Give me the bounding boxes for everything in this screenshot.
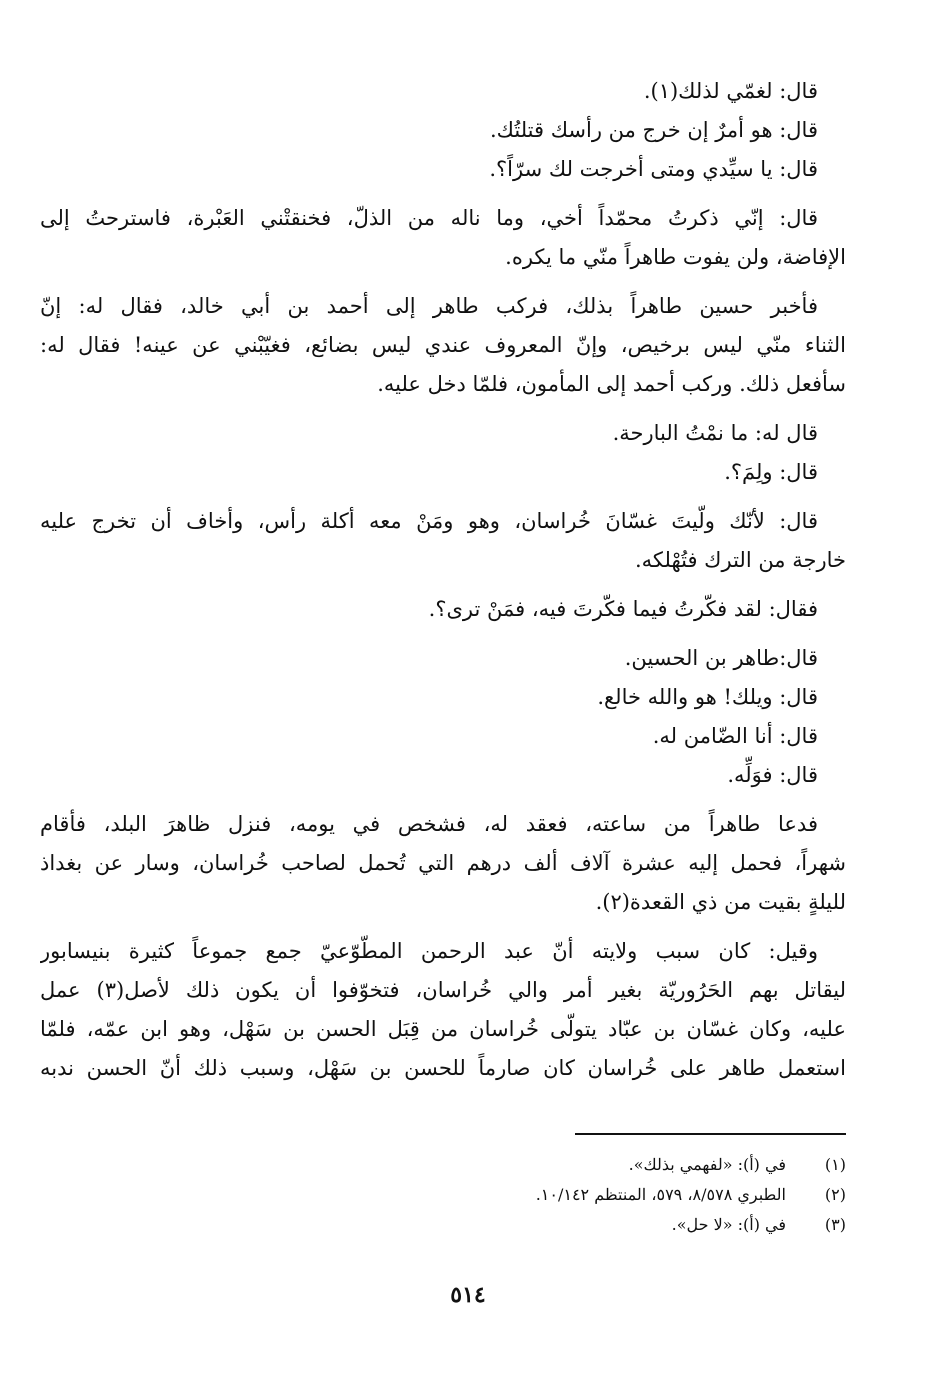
text-line: استعمل طاهر على خُراسان كان صارماً للحسن بن سَهْل، وسبب ذلك أنّ الحسن ندبه: [40, 1056, 846, 1080]
text-line: فقال: لقد فكّرتُ فيما فكّرتَ فيه، فمَنْ ترى؟.: [428, 597, 818, 621]
footnote-number: (١): [824, 1155, 846, 1174]
text-line: فدعا طاهراً من ساعته، فعقد له، فشخص في يومه، فنزل ظاهرَ البلد، فأقام: [40, 812, 818, 836]
text-line: قال: ولِمَ؟.: [724, 460, 818, 484]
text-line: قال: هو أمرٌ إن خرج من رأسك قتلتُك.: [489, 118, 818, 142]
footnote-number: (٣): [824, 1215, 846, 1234]
text-line: شهراً، فحمل إليه عشرة آلاف ألف درهم التي تُحمل لصاحب خُراسان، وسار عن بغداذ: [40, 851, 846, 875]
footnote-text: الطبري ٨/٥٧٨، ٥٧٩، المنتظم ١٠/١٤٢.: [535, 1185, 786, 1204]
text-line: خارجة من الترك فتُهْلكه.: [634, 548, 846, 572]
footnote-number: (٢): [824, 1185, 846, 1204]
text-line: فأخبر حسين طاهراً بذلك، فركب طاهر إلى أحمد بن أبي خالد، فقال له: إنّ: [40, 294, 818, 318]
footnote-text: في (أ): «لفهمي بذلك».: [628, 1155, 786, 1174]
text-line: قال: إنّي ذكرتُ محمّداً أخي، وما ناله من الذلّ، فخنقتْني العَبْرة، فاسترحتُ إلى: [40, 206, 818, 230]
text-line: قال:طاهر بن الحسين.: [624, 646, 818, 670]
text-line: سأفعل ذلك. وركب أحمد إلى المأمون، فلمّا دخل عليه.: [377, 372, 846, 396]
main-text: [40, 72, 846, 1088]
text-line: قال: يا سيِّدي ومتى أخرجت لك سرّاً؟.: [489, 157, 818, 181]
text-line: الثناء منّي ليس برخيص، وإنّ المعروف عندي ليس بضائع، فغيّبْني عن عينه! فقال له:: [40, 333, 846, 357]
footnote-text: في (أ): «لا حل».: [671, 1215, 786, 1234]
text-line: قال: لغمّي لذلك(١).: [643, 79, 818, 103]
text-line: الإفاضة، ولن يفوت طاهراً منّي ما يكره.: [505, 245, 846, 269]
text-line: وقيل: كان سبب ولايته أنّ عبد الرحمن المطّوّعيّ جمع جموعاً كثيرة بنيسابور: [40, 939, 818, 963]
footnote: [200, 1210, 846, 1240]
text-line: قال: لأنّك ولّيتَ غسّانَ خُراسان، وهو ومَنْ معه أكلة رأس، وأخاف أن تخرج عليه: [40, 509, 818, 533]
text-line: قال: أنا الضّامن له.: [652, 724, 818, 748]
text-line: قال: ويلك! هو والله خالع.: [597, 685, 818, 709]
text-line: قال: فوَلِّه.: [727, 763, 818, 787]
page-number: ٥١٤: [450, 1282, 486, 1308]
footnote: [200, 1150, 846, 1180]
footnote-divider: [575, 1133, 846, 1135]
footnote: [200, 1180, 846, 1210]
text-line: عليه، وكان غسّان بن عبّاد يتولّى خُراسان من قِبَل الحسن بن سَهْل، وهو ابن عمّه، فلمّا: [40, 1017, 846, 1041]
footnotes: [200, 1150, 846, 1240]
text-line: لليلةٍ بقيت من ذي القعدة(٢).: [595, 890, 846, 914]
text-line: ليقاتل بهم الحَرُوريّة بغير أمر والي خُراسان، فتخوّفوا أن يكون ذلك لأصل(٣) عمل: [40, 978, 846, 1002]
text-line: قال له: ما نمْتُ البارحة.: [612, 421, 818, 445]
